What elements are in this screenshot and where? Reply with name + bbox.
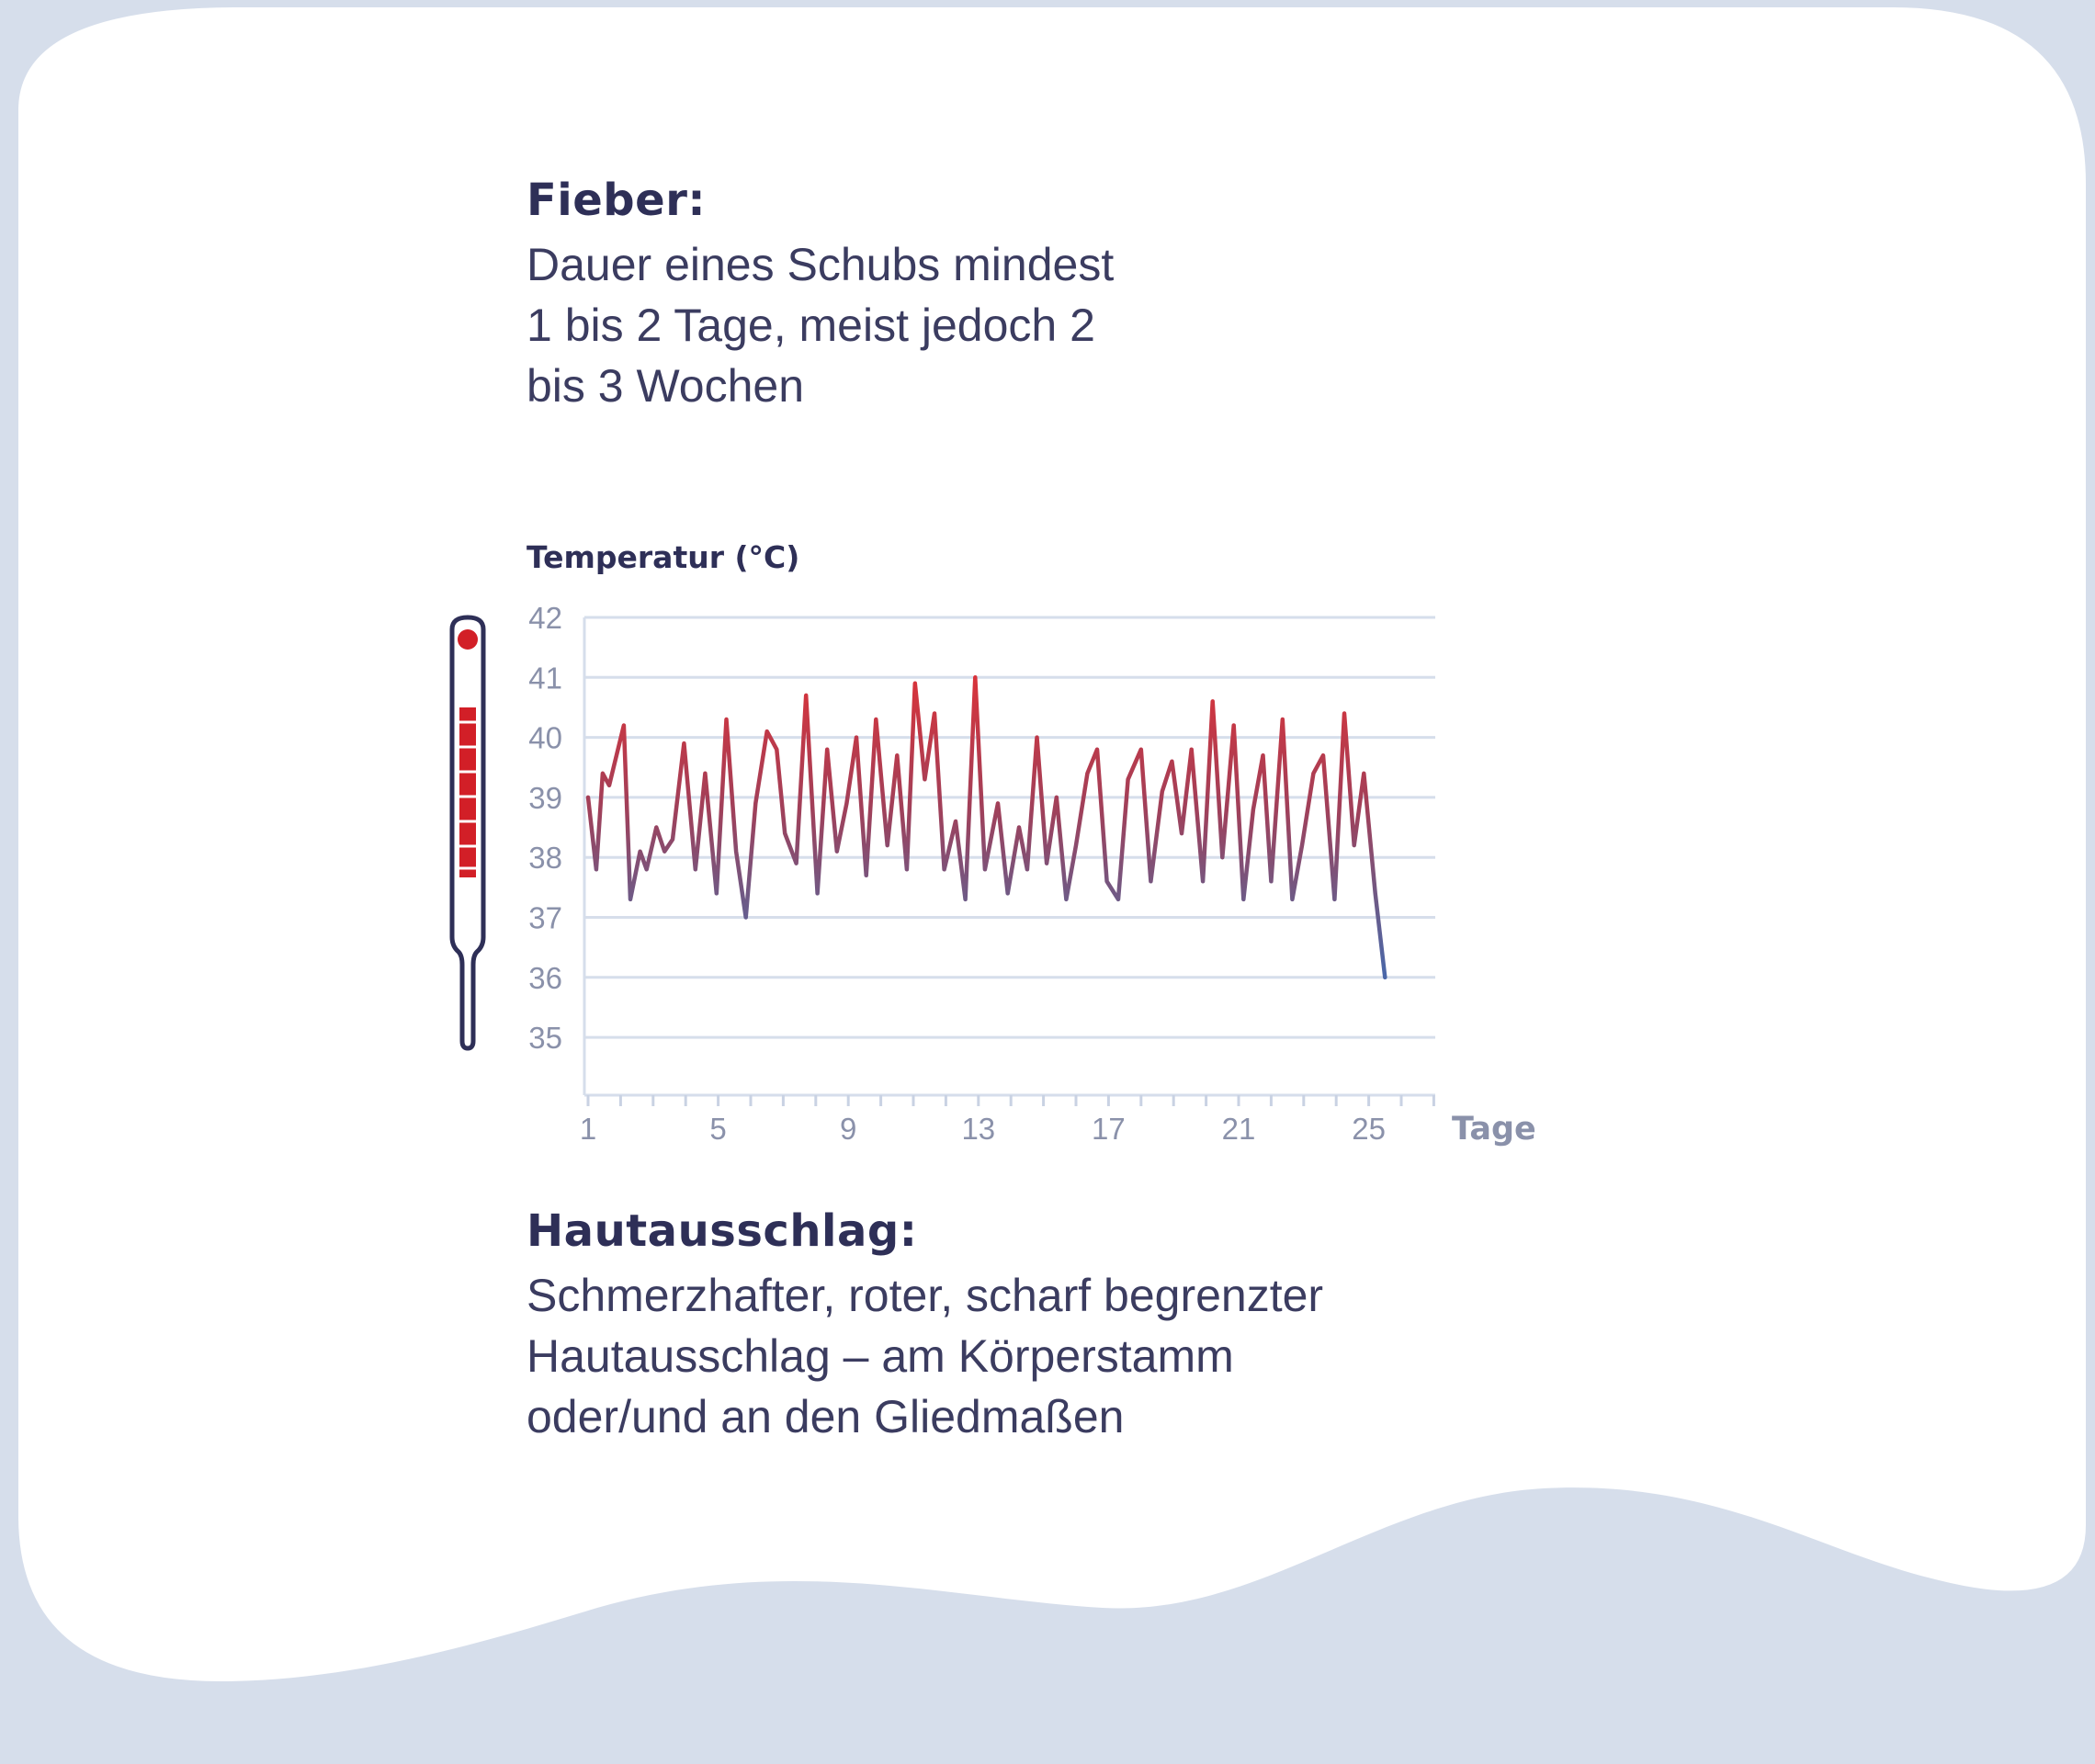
rash-line: oder/und an den Gliedmaßen xyxy=(527,1391,1125,1442)
y-tick-label: 37 xyxy=(528,900,562,935)
thermometer-icon xyxy=(452,617,483,1048)
rash-description xyxy=(527,1265,1323,1447)
temperature-line xyxy=(588,677,1385,978)
rash-line: Schmerzhafter, roter, scharf begrenzter xyxy=(527,1270,1324,1321)
x-tick-label: 1 xyxy=(579,1112,597,1146)
fever-line: 1 bis 2 Tage, meist jedoch 2 xyxy=(527,300,1095,351)
y-tick-label: 38 xyxy=(528,841,562,876)
x-tick-label: 13 xyxy=(961,1112,996,1146)
x-tick-label: 17 xyxy=(1092,1112,1126,1146)
y-tick-label: 42 xyxy=(528,601,562,635)
series-line xyxy=(588,677,1385,978)
x-tick-labels xyxy=(580,1112,1386,1146)
x-minor-ticks xyxy=(588,1095,1433,1106)
y-tick-label: 41 xyxy=(528,661,562,695)
x-tick-label: 21 xyxy=(1221,1112,1256,1146)
y-tick-labels xyxy=(528,601,562,1055)
rash-title: Hautausschlag: xyxy=(527,1205,918,1257)
x-axis-title: Tage xyxy=(1452,1111,1536,1148)
x-tick-label: 25 xyxy=(1352,1112,1386,1146)
x-tick-label: 5 xyxy=(709,1112,727,1146)
y-tick-label: 35 xyxy=(528,1021,562,1056)
rash-line: Hautausschlag – am Körperstamm xyxy=(527,1330,1234,1382)
y-axis-title: Temperatur (°C) xyxy=(527,539,800,575)
y-tick-label: 36 xyxy=(528,960,562,995)
fever-line: bis 3 Wochen xyxy=(527,360,805,412)
y-tick-label: 39 xyxy=(528,780,562,815)
y-tick-label: 40 xyxy=(528,720,562,755)
x-tick-label: 9 xyxy=(840,1112,857,1146)
fever-line: Dauer eines Schubs mindest xyxy=(527,239,1115,290)
fever-title: Fieber: xyxy=(527,175,707,226)
